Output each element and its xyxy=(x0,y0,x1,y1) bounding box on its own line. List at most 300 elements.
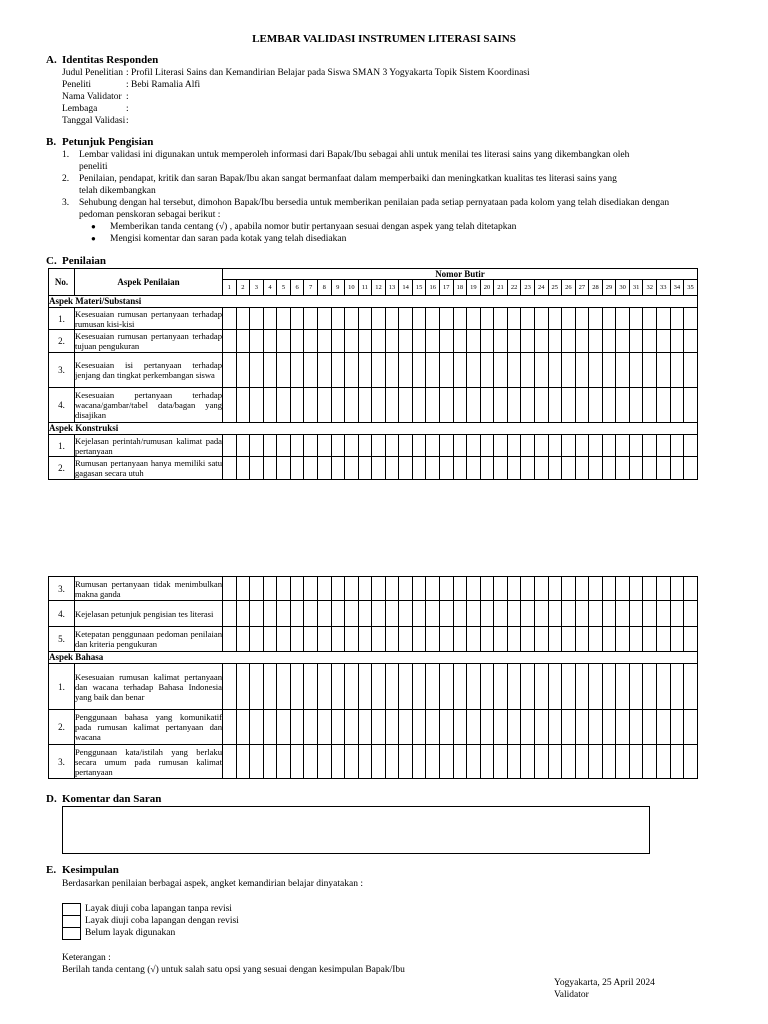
score-cell[interactable] xyxy=(399,330,413,353)
score-cell[interactable] xyxy=(616,330,630,353)
score-cell[interactable] xyxy=(494,710,508,745)
score-cell[interactable] xyxy=(426,330,440,353)
score-cell[interactable] xyxy=(399,710,413,745)
score-cell[interactable] xyxy=(223,330,237,353)
score-cell[interactable] xyxy=(670,627,684,652)
score-cell[interactable] xyxy=(534,710,548,745)
score-cell[interactable] xyxy=(534,353,548,388)
score-cell[interactable] xyxy=(345,577,359,601)
score-cell[interactable] xyxy=(236,664,250,710)
score-cell[interactable] xyxy=(236,577,250,601)
score-cell[interactable] xyxy=(467,664,481,710)
score-cell[interactable] xyxy=(440,457,454,480)
score-cell[interactable] xyxy=(507,330,521,353)
score-cell[interactable] xyxy=(670,710,684,745)
score-cell[interactable] xyxy=(372,627,386,652)
score-cell[interactable] xyxy=(548,308,562,330)
score-cell[interactable] xyxy=(358,435,372,457)
field-value[interactable]: : xyxy=(126,116,129,126)
score-cell[interactable] xyxy=(223,577,237,601)
score-cell[interactable] xyxy=(412,435,426,457)
score-cell[interactable] xyxy=(616,353,630,388)
score-cell[interactable] xyxy=(263,330,277,353)
score-cell[interactable] xyxy=(575,353,589,388)
score-cell[interactable] xyxy=(250,308,264,330)
score-cell[interactable] xyxy=(290,627,304,652)
score-cell[interactable] xyxy=(534,745,548,779)
score-cell[interactable] xyxy=(480,435,494,457)
score-cell[interactable] xyxy=(480,601,494,627)
score-cell[interactable] xyxy=(494,435,508,457)
score-cell[interactable] xyxy=(589,457,603,480)
score-cell[interactable] xyxy=(250,627,264,652)
score-cell[interactable] xyxy=(575,577,589,601)
score-cell[interactable] xyxy=(548,435,562,457)
score-cell[interactable] xyxy=(629,710,643,745)
score-cell[interactable] xyxy=(236,308,250,330)
score-cell[interactable] xyxy=(358,353,372,388)
score-cell[interactable] xyxy=(440,388,454,423)
score-cell[interactable] xyxy=(494,664,508,710)
score-cell[interactable] xyxy=(358,745,372,779)
score-cell[interactable] xyxy=(304,388,318,423)
score-cell[interactable] xyxy=(426,710,440,745)
score-cell[interactable] xyxy=(399,457,413,480)
score-cell[interactable] xyxy=(534,330,548,353)
score-cell[interactable] xyxy=(657,710,671,745)
score-cell[interactable] xyxy=(453,745,467,779)
score-cell[interactable] xyxy=(629,457,643,480)
score-cell[interactable] xyxy=(372,388,386,423)
score-cell[interactable] xyxy=(372,710,386,745)
score-cell[interactable] xyxy=(317,435,331,457)
score-cell[interactable] xyxy=(399,745,413,779)
score-cell[interactable] xyxy=(304,710,318,745)
score-cell[interactable] xyxy=(412,601,426,627)
score-cell[interactable] xyxy=(358,664,372,710)
score-cell[interactable] xyxy=(399,577,413,601)
score-cell[interactable] xyxy=(575,435,589,457)
score-cell[interactable] xyxy=(358,457,372,480)
score-cell[interactable] xyxy=(290,308,304,330)
score-cell[interactable] xyxy=(372,330,386,353)
score-cell[interactable] xyxy=(684,710,698,745)
score-cell[interactable] xyxy=(331,577,345,601)
score-cell[interactable] xyxy=(263,710,277,745)
score-cell[interactable] xyxy=(372,435,386,457)
score-cell[interactable] xyxy=(250,601,264,627)
score-cell[interactable] xyxy=(453,577,467,601)
score-cell[interactable] xyxy=(494,308,508,330)
score-cell[interactable] xyxy=(575,601,589,627)
score-cell[interactable] xyxy=(589,388,603,423)
score-cell[interactable] xyxy=(494,353,508,388)
score-cell[interactable] xyxy=(304,353,318,388)
score-cell[interactable] xyxy=(358,577,372,601)
score-cell[interactable] xyxy=(331,457,345,480)
score-cell[interactable] xyxy=(345,330,359,353)
score-cell[interactable] xyxy=(521,745,535,779)
score-cell[interactable] xyxy=(263,353,277,388)
score-cell[interactable] xyxy=(453,627,467,652)
score-cell[interactable] xyxy=(670,353,684,388)
score-cell[interactable] xyxy=(304,457,318,480)
score-cell[interactable] xyxy=(643,308,657,330)
score-cell[interactable] xyxy=(467,435,481,457)
score-cell[interactable] xyxy=(589,627,603,652)
score-cell[interactable] xyxy=(304,308,318,330)
score-cell[interactable] xyxy=(412,308,426,330)
score-cell[interactable] xyxy=(643,457,657,480)
score-cell[interactable] xyxy=(643,745,657,779)
comment-box[interactable] xyxy=(62,806,650,854)
score-cell[interactable] xyxy=(372,577,386,601)
score-cell[interactable] xyxy=(440,601,454,627)
score-cell[interactable] xyxy=(223,457,237,480)
score-cell[interactable] xyxy=(602,577,616,601)
score-cell[interactable] xyxy=(440,627,454,652)
score-cell[interactable] xyxy=(290,577,304,601)
score-cell[interactable] xyxy=(277,457,291,480)
score-cell[interactable] xyxy=(223,627,237,652)
score-cell[interactable] xyxy=(331,664,345,710)
score-cell[interactable] xyxy=(250,745,264,779)
score-cell[interactable] xyxy=(467,745,481,779)
score-cell[interactable] xyxy=(236,601,250,627)
score-cell[interactable] xyxy=(467,627,481,652)
score-cell[interactable] xyxy=(412,627,426,652)
score-cell[interactable] xyxy=(507,457,521,480)
score-cell[interactable] xyxy=(331,601,345,627)
score-cell[interactable] xyxy=(453,457,467,480)
score-cell[interactable] xyxy=(412,330,426,353)
score-cell[interactable] xyxy=(331,745,345,779)
score-cell[interactable] xyxy=(304,745,318,779)
score-cell[interactable] xyxy=(602,664,616,710)
score-cell[interactable] xyxy=(372,353,386,388)
field-value[interactable]: : xyxy=(126,104,129,114)
score-cell[interactable] xyxy=(399,664,413,710)
score-cell[interactable] xyxy=(507,601,521,627)
score-cell[interactable] xyxy=(507,577,521,601)
score-cell[interactable] xyxy=(480,308,494,330)
score-cell[interactable] xyxy=(670,664,684,710)
score-cell[interactable] xyxy=(657,388,671,423)
score-cell[interactable] xyxy=(480,664,494,710)
score-cell[interactable] xyxy=(467,457,481,480)
score-cell[interactable] xyxy=(223,601,237,627)
score-cell[interactable] xyxy=(304,601,318,627)
score-cell[interactable] xyxy=(602,308,616,330)
score-cell[interactable] xyxy=(589,435,603,457)
score-cell[interactable] xyxy=(589,577,603,601)
score-cell[interactable] xyxy=(236,388,250,423)
score-cell[interactable] xyxy=(331,353,345,388)
score-cell[interactable] xyxy=(507,664,521,710)
score-cell[interactable] xyxy=(548,353,562,388)
score-cell[interactable] xyxy=(670,745,684,779)
score-cell[interactable] xyxy=(277,353,291,388)
score-cell[interactable] xyxy=(467,353,481,388)
score-cell[interactable] xyxy=(684,627,698,652)
score-cell[interactable] xyxy=(412,664,426,710)
score-cell[interactable] xyxy=(684,577,698,601)
score-cell[interactable] xyxy=(358,330,372,353)
score-cell[interactable] xyxy=(602,330,616,353)
score-cell[interactable] xyxy=(562,710,576,745)
score-cell[interactable] xyxy=(412,457,426,480)
score-cell[interactable] xyxy=(616,710,630,745)
score-cell[interactable] xyxy=(317,664,331,710)
score-cell[interactable] xyxy=(263,577,277,601)
score-cell[interactable] xyxy=(250,330,264,353)
score-cell[interactable] xyxy=(629,308,643,330)
score-cell[interactable] xyxy=(263,435,277,457)
score-cell[interactable] xyxy=(629,577,643,601)
score-cell[interactable] xyxy=(277,710,291,745)
score-cell[interactable] xyxy=(250,457,264,480)
score-cell[interactable] xyxy=(263,308,277,330)
score-cell[interactable] xyxy=(589,664,603,710)
score-cell[interactable] xyxy=(263,664,277,710)
score-cell[interactable] xyxy=(412,353,426,388)
score-cell[interactable] xyxy=(236,627,250,652)
score-cell[interactable] xyxy=(657,308,671,330)
score-cell[interactable] xyxy=(358,627,372,652)
score-cell[interactable] xyxy=(562,627,576,652)
score-cell[interactable] xyxy=(643,435,657,457)
score-cell[interactable] xyxy=(263,627,277,652)
score-cell[interactable] xyxy=(521,664,535,710)
score-cell[interactable] xyxy=(250,435,264,457)
score-cell[interactable] xyxy=(223,388,237,423)
score-cell[interactable] xyxy=(250,353,264,388)
score-cell[interactable] xyxy=(372,664,386,710)
score-cell[interactable] xyxy=(290,745,304,779)
score-cell[interactable] xyxy=(263,388,277,423)
option-checkbox-3[interactable] xyxy=(62,927,81,940)
score-cell[interactable] xyxy=(263,745,277,779)
score-cell[interactable] xyxy=(304,627,318,652)
score-cell[interactable] xyxy=(453,710,467,745)
score-cell[interactable] xyxy=(223,664,237,710)
score-cell[interactable] xyxy=(440,435,454,457)
score-cell[interactable] xyxy=(480,353,494,388)
score-cell[interactable] xyxy=(290,435,304,457)
score-cell[interactable] xyxy=(589,601,603,627)
score-cell[interactable] xyxy=(385,710,399,745)
score-cell[interactable] xyxy=(629,627,643,652)
score-cell[interactable] xyxy=(562,388,576,423)
score-cell[interactable] xyxy=(575,457,589,480)
score-cell[interactable] xyxy=(453,388,467,423)
score-cell[interactable] xyxy=(426,627,440,652)
score-cell[interactable] xyxy=(345,435,359,457)
score-cell[interactable] xyxy=(440,710,454,745)
score-cell[interactable] xyxy=(304,330,318,353)
score-cell[interactable] xyxy=(277,601,291,627)
score-cell[interactable] xyxy=(684,330,698,353)
score-cell[interactable] xyxy=(562,601,576,627)
score-cell[interactable] xyxy=(616,627,630,652)
score-cell[interactable] xyxy=(602,745,616,779)
score-cell[interactable] xyxy=(317,627,331,652)
score-cell[interactable] xyxy=(670,308,684,330)
score-cell[interactable] xyxy=(440,745,454,779)
score-cell[interactable] xyxy=(385,577,399,601)
score-cell[interactable] xyxy=(575,388,589,423)
score-cell[interactable] xyxy=(290,710,304,745)
score-cell[interactable] xyxy=(453,601,467,627)
score-cell[interactable] xyxy=(684,435,698,457)
score-cell[interactable] xyxy=(521,710,535,745)
score-cell[interactable] xyxy=(480,457,494,480)
score-cell[interactable] xyxy=(412,388,426,423)
score-cell[interactable] xyxy=(602,457,616,480)
score-cell[interactable] xyxy=(358,710,372,745)
score-cell[interactable] xyxy=(629,353,643,388)
score-cell[interactable] xyxy=(236,745,250,779)
score-cell[interactable] xyxy=(534,627,548,652)
score-cell[interactable] xyxy=(385,745,399,779)
score-cell[interactable] xyxy=(236,710,250,745)
score-cell[interactable] xyxy=(494,330,508,353)
score-cell[interactable] xyxy=(629,601,643,627)
score-cell[interactable] xyxy=(534,435,548,457)
score-cell[interactable] xyxy=(250,664,264,710)
score-cell[interactable] xyxy=(616,577,630,601)
score-cell[interactable] xyxy=(575,710,589,745)
score-cell[interactable] xyxy=(480,745,494,779)
score-cell[interactable] xyxy=(385,457,399,480)
score-cell[interactable] xyxy=(534,388,548,423)
score-cell[interactable] xyxy=(670,435,684,457)
score-cell[interactable] xyxy=(670,457,684,480)
score-cell[interactable] xyxy=(657,457,671,480)
score-cell[interactable] xyxy=(223,308,237,330)
score-cell[interactable] xyxy=(250,388,264,423)
score-cell[interactable] xyxy=(277,627,291,652)
score-cell[interactable] xyxy=(494,627,508,652)
score-cell[interactable] xyxy=(534,577,548,601)
score-cell[interactable] xyxy=(223,710,237,745)
score-cell[interactable] xyxy=(507,388,521,423)
score-cell[interactable] xyxy=(657,601,671,627)
score-cell[interactable] xyxy=(643,388,657,423)
score-cell[interactable] xyxy=(331,627,345,652)
score-cell[interactable] xyxy=(263,601,277,627)
score-cell[interactable] xyxy=(684,308,698,330)
score-cell[interactable] xyxy=(467,388,481,423)
score-cell[interactable] xyxy=(385,601,399,627)
score-cell[interactable] xyxy=(507,710,521,745)
score-cell[interactable] xyxy=(494,457,508,480)
score-cell[interactable] xyxy=(616,308,630,330)
score-cell[interactable] xyxy=(521,627,535,652)
score-cell[interactable] xyxy=(494,745,508,779)
score-cell[interactable] xyxy=(548,627,562,652)
score-cell[interactable] xyxy=(575,745,589,779)
score-cell[interactable] xyxy=(426,435,440,457)
score-cell[interactable] xyxy=(399,353,413,388)
score-cell[interactable] xyxy=(440,308,454,330)
score-cell[interactable] xyxy=(562,457,576,480)
score-cell[interactable] xyxy=(453,308,467,330)
score-cell[interactable] xyxy=(426,577,440,601)
score-cell[interactable] xyxy=(643,627,657,652)
score-cell[interactable] xyxy=(345,627,359,652)
score-cell[interactable] xyxy=(643,601,657,627)
score-cell[interactable] xyxy=(345,710,359,745)
score-cell[interactable] xyxy=(345,308,359,330)
score-cell[interactable] xyxy=(399,308,413,330)
score-cell[interactable] xyxy=(616,435,630,457)
score-cell[interactable] xyxy=(521,308,535,330)
score-cell[interactable] xyxy=(643,330,657,353)
score-cell[interactable] xyxy=(602,710,616,745)
score-cell[interactable] xyxy=(589,710,603,745)
score-cell[interactable] xyxy=(317,601,331,627)
score-cell[interactable] xyxy=(657,745,671,779)
score-cell[interactable] xyxy=(440,664,454,710)
score-cell[interactable] xyxy=(548,577,562,601)
score-cell[interactable] xyxy=(290,388,304,423)
score-cell[interactable] xyxy=(317,457,331,480)
score-cell[interactable] xyxy=(562,308,576,330)
score-cell[interactable] xyxy=(277,664,291,710)
score-cell[interactable] xyxy=(385,435,399,457)
score-cell[interactable] xyxy=(426,457,440,480)
score-cell[interactable] xyxy=(494,388,508,423)
score-cell[interactable] xyxy=(616,457,630,480)
score-cell[interactable] xyxy=(521,353,535,388)
score-cell[interactable] xyxy=(507,435,521,457)
field-value[interactable]: : xyxy=(126,92,129,102)
score-cell[interactable] xyxy=(521,330,535,353)
score-cell[interactable] xyxy=(399,627,413,652)
score-cell[interactable] xyxy=(521,457,535,480)
score-cell[interactable] xyxy=(399,601,413,627)
score-cell[interactable] xyxy=(562,577,576,601)
score-cell[interactable] xyxy=(317,710,331,745)
score-cell[interactable] xyxy=(467,601,481,627)
score-cell[interactable] xyxy=(480,388,494,423)
score-cell[interactable] xyxy=(684,388,698,423)
score-cell[interactable] xyxy=(223,745,237,779)
score-cell[interactable] xyxy=(290,457,304,480)
score-cell[interactable] xyxy=(385,664,399,710)
score-cell[interactable] xyxy=(440,353,454,388)
score-cell[interactable] xyxy=(575,627,589,652)
score-cell[interactable] xyxy=(589,353,603,388)
score-cell[interactable] xyxy=(521,388,535,423)
score-cell[interactable] xyxy=(290,664,304,710)
score-cell[interactable] xyxy=(331,710,345,745)
score-cell[interactable] xyxy=(670,330,684,353)
score-cell[interactable] xyxy=(562,353,576,388)
score-cell[interactable] xyxy=(467,330,481,353)
score-cell[interactable] xyxy=(480,577,494,601)
score-cell[interactable] xyxy=(684,601,698,627)
score-cell[interactable] xyxy=(657,627,671,652)
score-cell[interactable] xyxy=(277,388,291,423)
score-cell[interactable] xyxy=(317,308,331,330)
score-cell[interactable] xyxy=(345,601,359,627)
score-cell[interactable] xyxy=(643,710,657,745)
score-cell[interactable] xyxy=(602,435,616,457)
score-cell[interactable] xyxy=(263,457,277,480)
score-cell[interactable] xyxy=(426,388,440,423)
